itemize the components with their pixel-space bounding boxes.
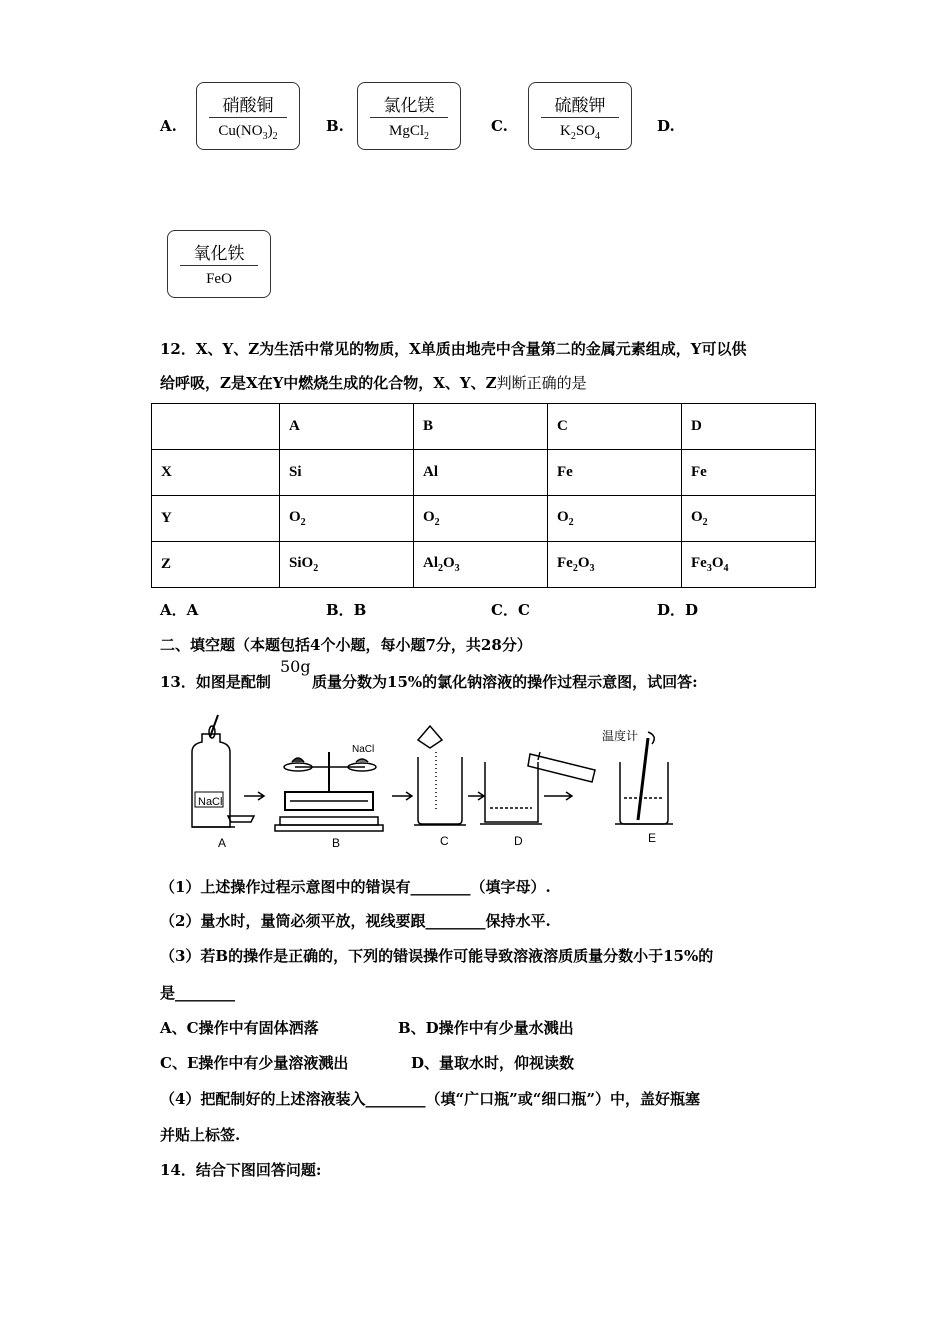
table-cell: $O_2$ bbox=[682, 496, 816, 542]
table-row bbox=[152, 496, 816, 542]
label-formula: $Cu(NO_3)_2$ bbox=[218, 123, 278, 142]
table-cell: $O_2$ bbox=[414, 496, 548, 542]
bottle-label: NaCl bbox=[198, 796, 223, 808]
q13-sub3-option-a: A、C操作中有固体洒落 bbox=[160, 1019, 319, 1037]
table-cell: $O_2$ bbox=[548, 496, 682, 542]
balance-label: NaCl bbox=[352, 744, 375, 755]
q13-stem-suffix: 质量分数为15%的氯化钠溶液的操作过程示意图，试回答: bbox=[312, 673, 698, 691]
q12-choice-c: C．C bbox=[491, 601, 530, 619]
section-title: 二、填空题（本题包括4个小题，每小题7分，共28分） bbox=[160, 636, 532, 654]
q13-sub3-option-c: C、E操作中有少量溶液溅出 bbox=[160, 1054, 349, 1072]
label-rule bbox=[370, 117, 448, 118]
table-row bbox=[152, 542, 816, 588]
label-formula: MgCl$_2$ bbox=[388, 123, 429, 142]
label-rule bbox=[541, 117, 619, 118]
table-cell: D bbox=[682, 404, 816, 450]
step-label-a: A bbox=[218, 836, 227, 850]
q14-stem: 14．结合下图回答问题: bbox=[160, 1161, 322, 1179]
label-name: 硝酸铜 bbox=[222, 96, 274, 116]
step-label-d: D bbox=[514, 834, 523, 848]
q13-sub4-line2: 并贴上标签. bbox=[160, 1126, 241, 1144]
q12-choice-d: D．D bbox=[657, 601, 699, 619]
table-cell: B bbox=[414, 404, 548, 450]
label-name: 硫酸钾 bbox=[554, 96, 606, 116]
table-cell: $Fe_3O_4$ bbox=[682, 542, 816, 588]
beaker-thermometer-icon bbox=[615, 732, 673, 824]
q13-sub3-option-d: D、量取水时，仰视读数 bbox=[411, 1054, 575, 1072]
table-header-row bbox=[152, 404, 816, 450]
table-cell: Fe bbox=[682, 450, 816, 496]
q12-stem-line1: 12．X、Y、Z为生活中常见的物质，X单质由地壳中含量第二的金属元素组成，Y可以供 bbox=[160, 340, 747, 358]
q13-sub3-line2: 是________ bbox=[160, 984, 236, 1002]
q13-sub3-option-b: B、D操作中有少量水溅出 bbox=[398, 1019, 574, 1037]
option-letter-d: D. bbox=[657, 117, 675, 135]
q13-sub3-line1: （3）若B的操作是正确的，下列的错误操作可能导致溶液溶质质量分数小于15%的 bbox=[160, 947, 714, 965]
q13-sub1: （1）上述操作过程示意图中的错误有________（填字母）. bbox=[160, 878, 551, 896]
table-cell: Fe bbox=[548, 450, 682, 496]
label-formula: $K_2SO_4$ bbox=[559, 123, 601, 142]
table-cell: A bbox=[280, 404, 414, 450]
q13-lab-figure bbox=[180, 712, 680, 852]
table-cell: C bbox=[548, 404, 682, 450]
table-cell bbox=[152, 404, 280, 450]
label-card-potassium-sulfate bbox=[528, 82, 632, 150]
table-cell: $Al_2O_3$ bbox=[414, 542, 548, 588]
step-label-c: C bbox=[440, 834, 449, 848]
table-cell: SiO$_2$ bbox=[280, 542, 414, 588]
step-label-b: B bbox=[332, 836, 341, 850]
table-cell: Al bbox=[414, 450, 548, 496]
thermometer-label: 温度计 bbox=[602, 729, 639, 743]
label-name: 氯化镁 bbox=[383, 96, 435, 116]
option-letter-a: A. bbox=[160, 117, 177, 135]
label-formula: FeO bbox=[206, 271, 232, 287]
label-card-magnesium-chloride bbox=[357, 82, 461, 150]
q12-options-table bbox=[151, 403, 816, 588]
q12-choice-a: A．A bbox=[160, 601, 199, 619]
label-card-iron-oxide bbox=[167, 230, 271, 298]
label-name: 氧化铁 bbox=[193, 244, 245, 264]
table-row bbox=[152, 450, 816, 496]
q13-stem-prefix: 13．如图是配制 bbox=[160, 673, 271, 691]
label-card-copper-nitrate bbox=[196, 82, 300, 150]
beaker-funnel-icon bbox=[414, 726, 466, 825]
q13-sub2: （2）量水时，量筒必须平放，视线要跟________保持水平. bbox=[160, 912, 551, 930]
step-label-e: E bbox=[648, 831, 657, 845]
table-cell: Si bbox=[280, 450, 414, 496]
option-letter-b: B. bbox=[326, 117, 344, 135]
option-letter-c: C. bbox=[491, 117, 508, 135]
table-cell: X bbox=[152, 450, 280, 496]
table-cell: $Fe_2O_3$ bbox=[548, 542, 682, 588]
balance-icon bbox=[275, 752, 383, 831]
label-rule bbox=[209, 117, 287, 118]
q13-mass: 50g bbox=[280, 657, 311, 676]
table-cell: Y bbox=[152, 496, 280, 542]
q12-stem-bold: 给呼吸，Z是X在Y中燃烧生成的化合物，X、Y、Z bbox=[160, 374, 497, 392]
table-cell: Z bbox=[152, 542, 280, 588]
q12-stem-line2 bbox=[160, 372, 587, 393]
label-rule bbox=[180, 265, 258, 266]
cylinder-pouring-icon bbox=[480, 752, 595, 824]
reagent-bottle-icon bbox=[192, 715, 254, 827]
q13-sub4-line1: （4）把配制好的上述溶液装入________（填“广口瓶”或“细口瓶”）中，盖好瓶塞 bbox=[160, 1090, 700, 1108]
q12-choice-b: B．B bbox=[326, 601, 367, 619]
table-cell: $O_2$ bbox=[280, 496, 414, 542]
q12-stem-normal: 判断正确的是 bbox=[496, 374, 587, 392]
